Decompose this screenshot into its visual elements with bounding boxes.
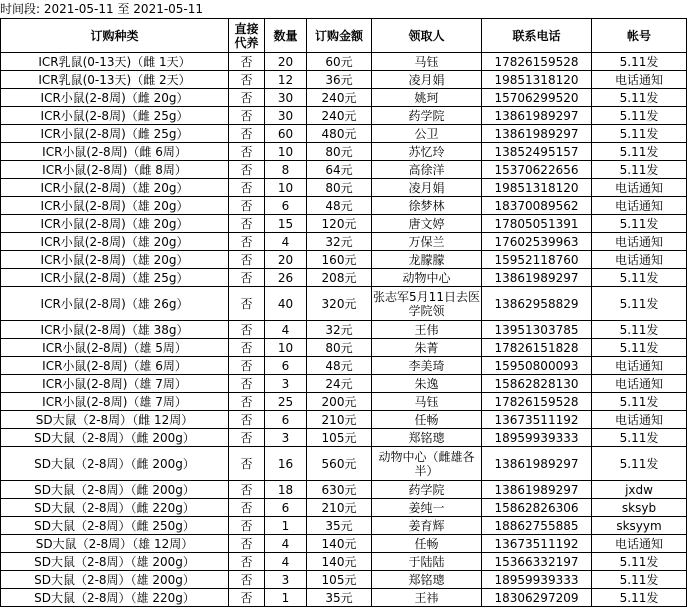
account-cell: 电话通知	[592, 233, 687, 251]
recipient-cell: 高徐洋	[372, 161, 482, 179]
product-cell: ICR乳鼠(0-13天)（雌 1天）	[1, 53, 229, 71]
amount-cell: 560元	[307, 447, 372, 481]
account-cell: 5.11发	[592, 393, 687, 411]
account-cell: 5.11发	[592, 429, 687, 447]
quantity-cell: 20	[265, 251, 307, 269]
recipient-cell: 王伟	[372, 321, 482, 339]
phone-cell: 13861989297	[482, 481, 592, 499]
phone-cell: 18959939333	[482, 429, 592, 447]
account-cell: 5.11发	[592, 143, 687, 161]
amount-cell: 160元	[307, 251, 372, 269]
recipient-cell: 马钰	[372, 393, 482, 411]
table-row	[1, 251, 687, 269]
product-cell: ICR小鼠(2-8周)（雌 25g）	[1, 107, 229, 125]
recipient-cell: 公卫	[372, 125, 482, 143]
direct-foster-cell: 否	[229, 535, 265, 553]
recipient-cell: 王祎	[372, 589, 482, 607]
recipient-cell: 唐文婷	[372, 215, 482, 233]
recipient-cell: 马钰	[372, 53, 482, 71]
direct-foster-cell: 否	[229, 411, 265, 429]
quantity-cell: 4	[265, 553, 307, 571]
table-row	[1, 553, 687, 571]
amount-cell: 80元	[307, 143, 372, 161]
recipient-cell: 郑铭璁	[372, 429, 482, 447]
account-cell: 电话通知	[592, 357, 687, 375]
recipient-cell: 动物中心（雌雄各半）	[372, 447, 482, 481]
date-separator: 至	[117, 2, 130, 16]
amount-cell: 630元	[307, 481, 372, 499]
product-cell: ICR小鼠(2-8周)（雄 20g）	[1, 215, 229, 233]
direct-foster-cell: 否	[229, 589, 265, 607]
table-row	[1, 321, 687, 339]
header-product: 订购种类	[1, 19, 229, 53]
phone-cell: 13852495157	[482, 143, 592, 161]
account-cell: 电话通知	[592, 251, 687, 269]
phone-cell: 15950800093	[482, 357, 592, 375]
phone-cell: 19851318120	[482, 179, 592, 197]
recipient-cell: 郑铭璁	[372, 571, 482, 589]
direct-foster-cell: 否	[229, 71, 265, 89]
phone-cell: 13861989297	[482, 107, 592, 125]
amount-cell: 208元	[307, 269, 372, 287]
direct-foster-cell: 否	[229, 499, 265, 517]
recipient-cell: 龙朦朦	[372, 251, 482, 269]
amount-cell: 36元	[307, 71, 372, 89]
quantity-cell: 30	[265, 107, 307, 125]
direct-foster-cell: 否	[229, 143, 265, 161]
recipient-cell: 凌月娟	[372, 179, 482, 197]
amount-cell: 105元	[307, 571, 372, 589]
quantity-cell: 3	[265, 429, 307, 447]
phone-cell: 15370622656	[482, 161, 592, 179]
quantity-cell: 20	[265, 53, 307, 71]
recipient-cell: 任畅	[372, 535, 482, 553]
recipient-cell: 苏忆玲	[372, 143, 482, 161]
quantity-cell: 26	[265, 269, 307, 287]
account-cell: 电话通知	[592, 411, 687, 429]
product-cell: SD大鼠（2-8周）（雌 200g）	[1, 429, 229, 447]
amount-cell: 210元	[307, 499, 372, 517]
quantity-cell: 4	[265, 233, 307, 251]
direct-foster-cell: 否	[229, 553, 265, 571]
account-cell: 5.11发	[592, 215, 687, 233]
phone-cell: 18959939333	[482, 571, 592, 589]
account-cell: 5.11发	[592, 571, 687, 589]
header-direct-foster: 直接代养	[229, 19, 265, 53]
recipient-cell: 朱菁	[372, 339, 482, 357]
account-cell: 电话通知	[592, 71, 687, 89]
quantity-cell: 4	[265, 535, 307, 553]
amount-cell: 35元	[307, 589, 372, 607]
amount-cell: 120元	[307, 215, 372, 233]
account-cell: 5.11发	[592, 553, 687, 571]
amount-cell: 35元	[307, 517, 372, 535]
direct-foster-cell: 否	[229, 251, 265, 269]
quantity-cell: 3	[265, 571, 307, 589]
product-cell: ICR小鼠(2-8周)（雄 5周）	[1, 339, 229, 357]
amount-cell: 210元	[307, 411, 372, 429]
product-cell: SD大鼠（2-8周）（雄 200g）	[1, 553, 229, 571]
direct-foster-cell: 否	[229, 287, 265, 321]
product-cell: ICR乳鼠(0-13天)（雌 2天）	[1, 71, 229, 89]
quantity-cell: 60	[265, 125, 307, 143]
amount-cell: 80元	[307, 179, 372, 197]
direct-foster-cell: 否	[229, 517, 265, 535]
direct-foster-cell: 否	[229, 375, 265, 393]
product-cell: ICR小鼠(2-8周)（雌 8周）	[1, 161, 229, 179]
amount-cell: 48元	[307, 197, 372, 215]
direct-foster-cell: 否	[229, 107, 265, 125]
table-body	[1, 53, 687, 607]
account-cell: 5.11发	[592, 269, 687, 287]
account-cell: 5.11发	[592, 89, 687, 107]
amount-cell: 60元	[307, 53, 372, 71]
recipient-cell: 朱逸	[372, 375, 482, 393]
quantity-cell: 1	[265, 517, 307, 535]
quantity-cell: 40	[265, 287, 307, 321]
table-row	[1, 71, 687, 89]
phone-cell: 13862958829	[482, 287, 592, 321]
account-cell: 电话通知	[592, 535, 687, 553]
recipient-cell: 徐梦林	[372, 197, 482, 215]
account-cell: 电话通知	[592, 375, 687, 393]
phone-cell: 17826151828	[482, 339, 592, 357]
table-row	[1, 499, 687, 517]
table-row	[1, 125, 687, 143]
product-cell: SD大鼠（2-8周）（雄 12周）	[1, 535, 229, 553]
account-cell: 5.11发	[592, 339, 687, 357]
table-row	[1, 571, 687, 589]
table-row	[1, 161, 687, 179]
product-cell: SD大鼠（2-8周）（雌 250g）	[1, 517, 229, 535]
product-cell: ICR小鼠(2-8周)（雄 26g）	[1, 287, 229, 321]
recipient-cell: 凌月娟	[372, 71, 482, 89]
direct-foster-cell: 否	[229, 215, 265, 233]
table-row	[1, 411, 687, 429]
account-cell: 电话通知	[592, 197, 687, 215]
product-cell: ICR小鼠(2-8周)（雄 20g）	[1, 233, 229, 251]
table-row	[1, 287, 687, 321]
direct-foster-cell: 否	[229, 429, 265, 447]
phone-cell: 17602539963	[482, 233, 592, 251]
amount-cell: 32元	[307, 321, 372, 339]
amount-cell: 105元	[307, 429, 372, 447]
direct-foster-cell: 否	[229, 321, 265, 339]
direct-foster-cell: 否	[229, 447, 265, 481]
account-cell: 5.11发	[592, 287, 687, 321]
recipient-cell: 药学院	[372, 107, 482, 125]
direct-foster-cell: 否	[229, 571, 265, 589]
recipient-cell: 姜纯一	[372, 499, 482, 517]
order-table	[0, 18, 687, 607]
account-cell: 电话通知	[592, 179, 687, 197]
account-cell: 5.11发	[592, 53, 687, 71]
product-cell: ICR小鼠(2-8周)（雄 20g）	[1, 251, 229, 269]
product-cell: ICR小鼠(2-8周)（雄 20g）	[1, 197, 229, 215]
phone-cell: 15952118760	[482, 251, 592, 269]
table-row	[1, 481, 687, 499]
quantity-cell: 16	[265, 447, 307, 481]
table-row	[1, 447, 687, 481]
product-cell: ICR小鼠(2-8周)（雄 25g）	[1, 269, 229, 287]
quantity-cell: 12	[265, 71, 307, 89]
quantity-cell: 4	[265, 321, 307, 339]
phone-cell: 15862826306	[482, 499, 592, 517]
phone-cell: 18862755885	[482, 517, 592, 535]
product-cell: SD大鼠（2-8周）（雌 200g）	[1, 447, 229, 481]
product-cell: ICR小鼠(2-8周)（雄 7周）	[1, 393, 229, 411]
recipient-cell: 药学院	[372, 481, 482, 499]
account-cell: 5.11发	[592, 589, 687, 607]
account-cell: 5.11发	[592, 447, 687, 481]
recipient-cell: 动物中心	[372, 269, 482, 287]
amount-cell: 200元	[307, 393, 372, 411]
direct-foster-cell: 否	[229, 197, 265, 215]
recipient-cell: 张志军5月11日去医学院领	[372, 287, 482, 321]
phone-cell: 18370089562	[482, 197, 592, 215]
phone-cell: 13673511192	[482, 411, 592, 429]
quantity-cell: 10	[265, 179, 307, 197]
quantity-cell: 3	[265, 375, 307, 393]
amount-cell: 320元	[307, 287, 372, 321]
table-row	[1, 429, 687, 447]
phone-cell: 13673511192	[482, 535, 592, 553]
quantity-cell: 10	[265, 143, 307, 161]
amount-cell: 80元	[307, 339, 372, 357]
table-row	[1, 233, 687, 251]
direct-foster-cell: 否	[229, 125, 265, 143]
date-range-label: 时间段:	[0, 2, 41, 16]
recipient-cell: 任畅	[372, 411, 482, 429]
account-cell: 5.11发	[592, 161, 687, 179]
account-cell: jxdw	[592, 481, 687, 499]
phone-cell: 13861989297	[482, 269, 592, 287]
amount-cell: 480元	[307, 125, 372, 143]
direct-foster-cell: 否	[229, 357, 265, 375]
quantity-cell: 6	[265, 499, 307, 517]
quantity-cell: 30	[265, 89, 307, 107]
header-recipient: 领取人	[372, 19, 482, 53]
phone-cell: 17805051391	[482, 215, 592, 233]
table-row	[1, 357, 687, 375]
quantity-cell: 6	[265, 411, 307, 429]
amount-cell: 64元	[307, 161, 372, 179]
quantity-cell: 18	[265, 481, 307, 499]
amount-cell: 140元	[307, 535, 372, 553]
phone-cell: 13861989297	[482, 447, 592, 481]
amount-cell: 240元	[307, 107, 372, 125]
table-row	[1, 143, 687, 161]
direct-foster-cell: 否	[229, 89, 265, 107]
phone-cell: 15366332197	[482, 553, 592, 571]
product-cell: ICR小鼠(2-8周)（雄 20g）	[1, 179, 229, 197]
product-cell: SD大鼠（2-8周）（雌 200g）	[1, 481, 229, 499]
phone-cell: 13951303785	[482, 321, 592, 339]
quantity-cell: 8	[265, 161, 307, 179]
quantity-cell: 6	[265, 357, 307, 375]
table-row	[1, 107, 687, 125]
direct-foster-cell: 否	[229, 269, 265, 287]
phone-cell: 17826159528	[482, 393, 592, 411]
direct-foster-cell: 否	[229, 179, 265, 197]
direct-foster-cell: 否	[229, 233, 265, 251]
amount-cell: 24元	[307, 375, 372, 393]
recipient-cell: 于陆陆	[372, 553, 482, 571]
product-cell: SD大鼠（2-8周）（雄 220g）	[1, 589, 229, 607]
table-row	[1, 339, 687, 357]
phone-cell: 13861989297	[482, 125, 592, 143]
date-to: 2021-05-11	[133, 2, 204, 16]
table-row	[1, 215, 687, 233]
quantity-cell: 15	[265, 215, 307, 233]
amount-cell: 240元	[307, 89, 372, 107]
table-row	[1, 393, 687, 411]
product-cell: ICR小鼠(2-8周)（雄 6周）	[1, 357, 229, 375]
table-header-row	[1, 19, 687, 53]
table-row	[1, 197, 687, 215]
account-cell: 5.11发	[592, 107, 687, 125]
table-row	[1, 375, 687, 393]
direct-foster-cell: 否	[229, 481, 265, 499]
product-cell: ICR小鼠(2-8周)（雌 6周）	[1, 143, 229, 161]
account-cell: 5.11发	[592, 321, 687, 339]
product-cell: SD大鼠（2-8周）（雌 220g）	[1, 499, 229, 517]
direct-foster-cell: 否	[229, 339, 265, 357]
product-cell: ICR小鼠(2-8周)（雌 20g）	[1, 89, 229, 107]
table-row	[1, 269, 687, 287]
phone-cell: 15706299520	[482, 89, 592, 107]
quantity-cell: 1	[265, 589, 307, 607]
account-cell: 5.11发	[592, 125, 687, 143]
product-cell: SD大鼠（2-8周）（雄 200g）	[1, 571, 229, 589]
recipient-cell: 万保兰	[372, 233, 482, 251]
account-cell: sksyb	[592, 499, 687, 517]
quantity-cell: 10	[265, 339, 307, 357]
table-row	[1, 179, 687, 197]
quantity-cell: 6	[265, 197, 307, 215]
amount-cell: 140元	[307, 553, 372, 571]
date-from: 2021-05-11	[43, 2, 114, 16]
table-row	[1, 53, 687, 71]
phone-cell: 18306297209	[482, 589, 592, 607]
table-row	[1, 89, 687, 107]
amount-cell: 48元	[307, 357, 372, 375]
phone-cell: 17826159528	[482, 53, 592, 71]
quantity-cell: 25	[265, 393, 307, 411]
table-row	[1, 517, 687, 535]
table-row	[1, 589, 687, 607]
table-row	[1, 535, 687, 553]
date-range	[0, 0, 203, 18]
direct-foster-cell: 否	[229, 161, 265, 179]
product-cell: ICR小鼠(2-8周)（雄 7周）	[1, 375, 229, 393]
product-cell: ICR小鼠(2-8周)（雌 25g）	[1, 125, 229, 143]
amount-cell: 32元	[307, 233, 372, 251]
header-quantity: 数量	[265, 19, 307, 53]
header-amount: 订购金额	[307, 19, 372, 53]
phone-cell: 19851318120	[482, 71, 592, 89]
header-phone: 联系电话	[482, 19, 592, 53]
product-cell: ICR小鼠(2-8周)（雄 38g）	[1, 321, 229, 339]
account-cell: sksyym	[592, 517, 687, 535]
product-cell: SD大鼠（2-8周）（雌 12周）	[1, 411, 229, 429]
direct-foster-cell: 否	[229, 393, 265, 411]
phone-cell: 15862828130	[482, 375, 592, 393]
recipient-cell: 李美琦	[372, 357, 482, 375]
recipient-cell: 姚珂	[372, 89, 482, 107]
header-account: 帐号	[592, 19, 687, 53]
recipient-cell: 姜育辉	[372, 517, 482, 535]
direct-foster-cell: 否	[229, 53, 265, 71]
